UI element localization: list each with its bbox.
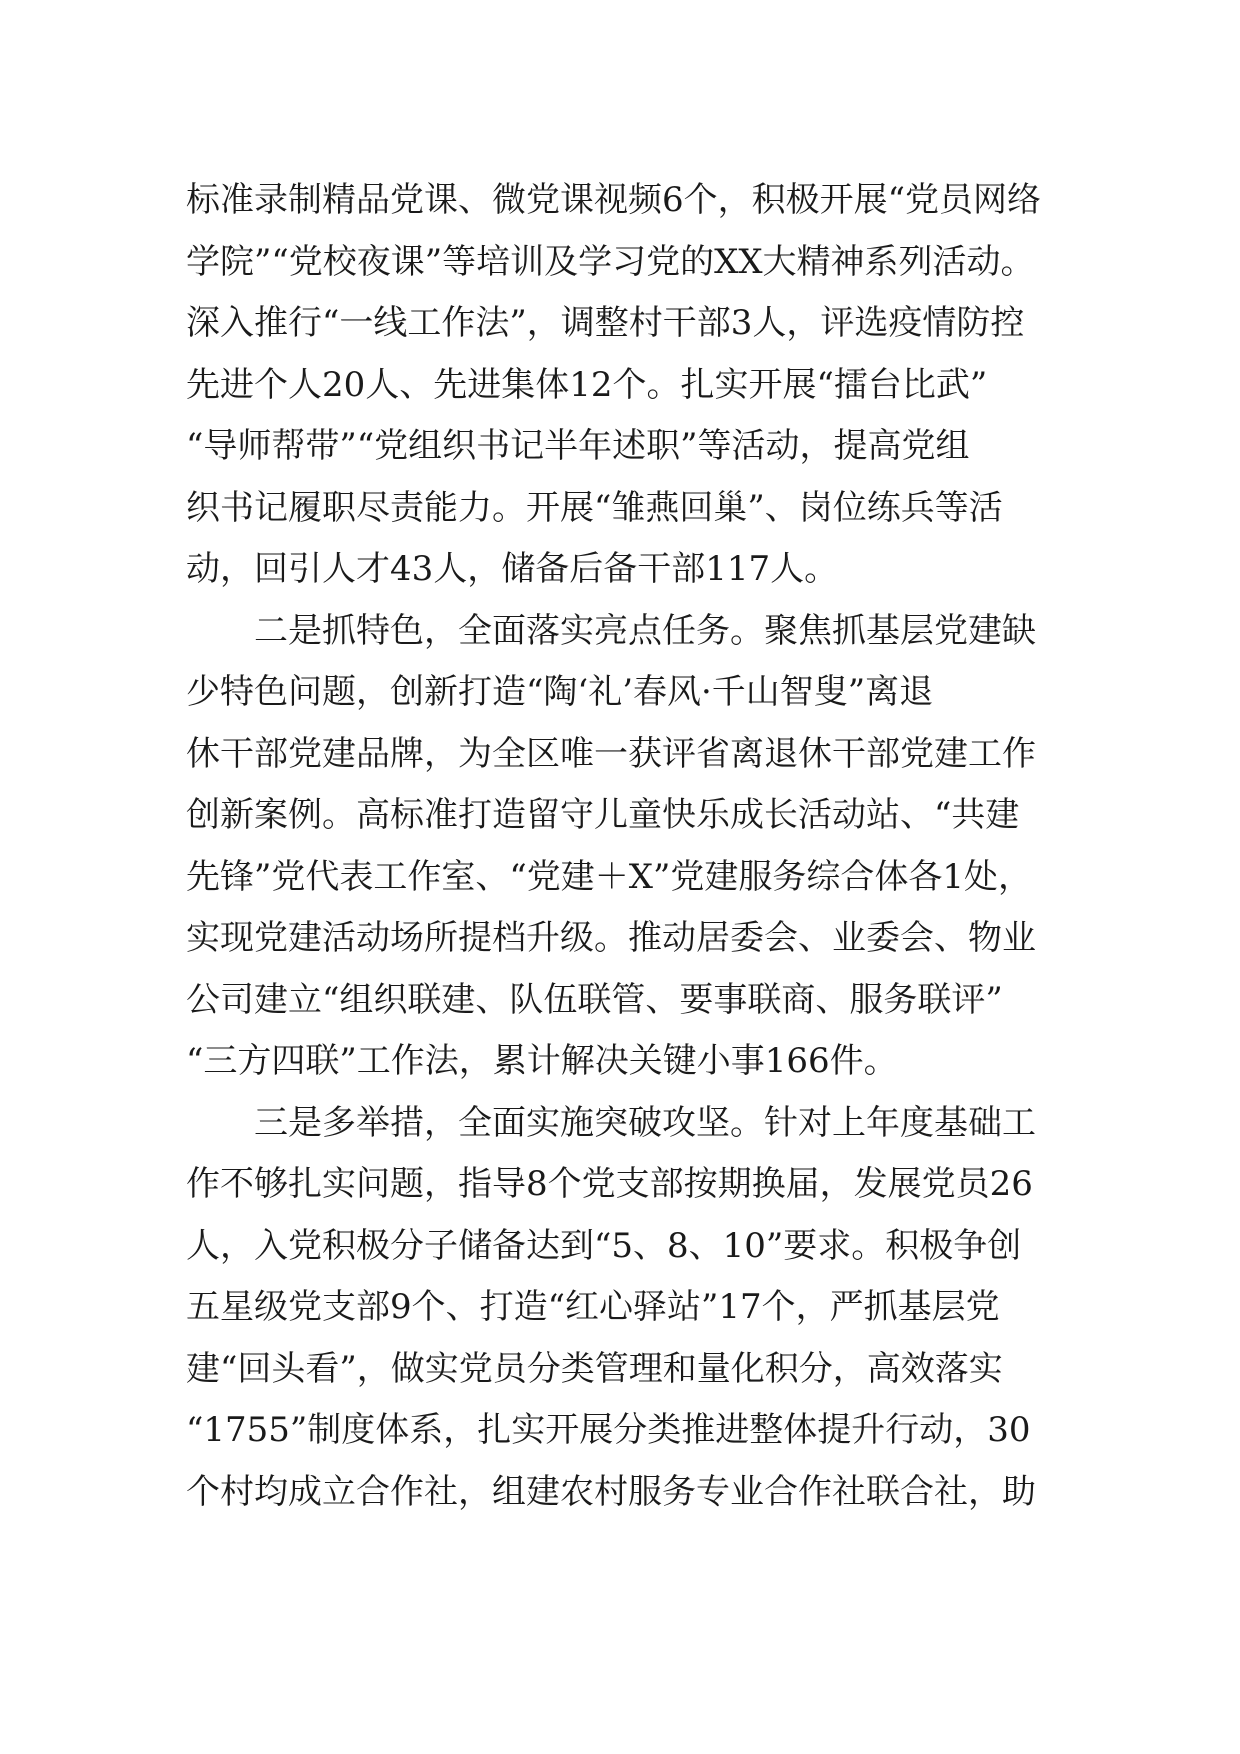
text-line: 学院”“党校夜课”等培训及学习党的XX大精神系列活动。 — [186, 241, 1035, 282]
text-line: 先进个人20人、先进集体12个。扎实开展“擂台比武” — [186, 364, 988, 405]
document-body — [186, 170, 1066, 1523]
text-line: 人，入党积极分子储备达到“5、8、10”要求。积极争创 — [186, 1225, 1022, 1266]
text-line: 建“回头看”，做实党员分类管理和量化积分，高效落实 — [186, 1348, 1003, 1389]
text-line: 动，回引人才43人，储备后备干部117人。 — [186, 549, 839, 589]
text-line: 先锋”党代表工作室、“党建＋X”党建服务综合体各1处， — [186, 856, 1032, 897]
paragraph — [186, 1093, 1066, 1524]
text-line: 二是抓特色，全面落实亮点任务。聚焦抓基层党建缺 — [254, 610, 1036, 651]
text-line: 织书记履职尽责能力。开展“雏燕回巢”、岗位练兵等活 — [186, 487, 1003, 528]
paragraph — [186, 170, 1066, 601]
text-line: 少特色问题，创新打造“陶‘礼’春风·千山智叟”离退 — [186, 672, 934, 712]
text-line: “三方四联”工作法，累计解决关键小事166件。 — [186, 1041, 898, 1081]
text-line: 休干部党建品牌，为全区唯一获评省离退休干部党建工作 — [186, 733, 1036, 774]
text-line: 创新案例。高标准打造留守儿童快乐成长活动站、“共建 — [186, 795, 1020, 835]
text-line: 五星级党支部9个、打造“红心驿站”17个，严抓基层党 — [186, 1287, 1000, 1327]
text-line: “导师帮带”“党组织书记半年述职”等活动，提高党组 — [186, 426, 970, 466]
text-line: 深入推行“一线工作法”，调整村干部3人，评选疫情防控 — [186, 303, 1025, 343]
text-line: “1755”制度体系，扎实开展分类推进整体提升行动，30 — [186, 1410, 1031, 1450]
text-line: 作不够扎实问题，指导8个党支部按期换届，发展党员26 — [186, 1164, 1033, 1204]
text-line: 实现党建活动场所提档升级。推动居委会、业委会、物业 — [186, 918, 1036, 958]
text-line: 个村均成立合作社，组建农村服务专业合作社联合社，助 — [186, 1471, 1036, 1512]
text-line: 公司建立“组织联建、队伍联管、要事联商、服务联评” — [186, 979, 1003, 1020]
text-line: 标准录制精品党课、微党课视频6个，积极开展“党员网络 — [186, 180, 1042, 220]
text-line: 三是多举措，全面实施突破攻坚。针对上年度基础工 — [254, 1102, 1036, 1143]
paragraph — [186, 601, 1066, 1093]
